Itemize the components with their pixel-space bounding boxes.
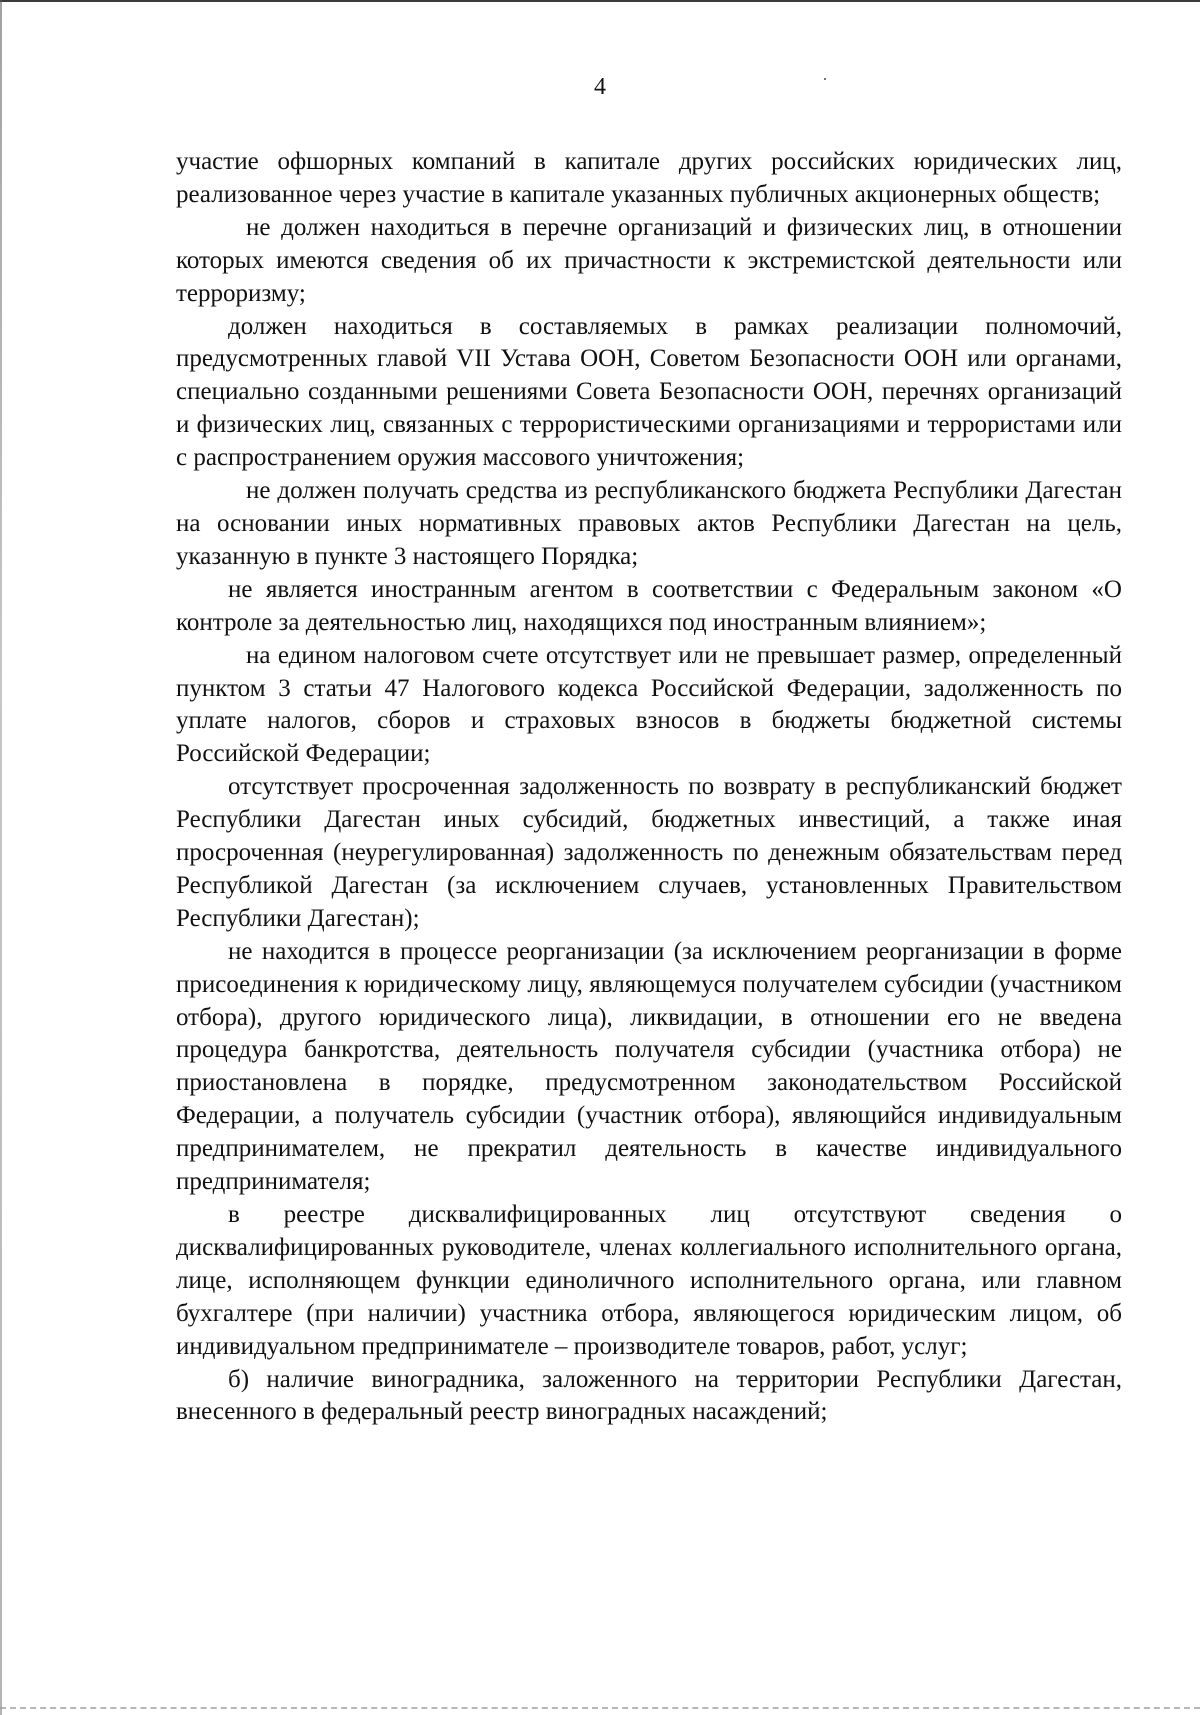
paragraph-un-security-council-list: должен находиться в составляемых в рамках реализации полномочий, предусмотренных главой VII Устава ООН, Советом Безопасности ООН или органами, специально созданными решениями Совета Безопасности ООН, перечнях организаций и физических лиц, связанных с террористическими организациями и террористами или с распространением оружия массового уничтожения; [176,312,1122,472]
paragraph-offshore-participation: участие офшорных компаний в капитале других российских юридических лиц, реализованное через участие в капитале указанных публичных акционерных обществ; [176,148,1122,208]
document-body [176,146,1122,1429]
scan-edge-left [0,0,2,1715]
page-number: 4 [594,74,606,100]
paragraph-disqualified-persons: в реестре дисквалифицированных лиц отсутствуют сведения о дисквалифицированных руководителе, членах коллегиального исполнительного органа, лице, исполняющем функции единоличного исполнительного органа, или главном бухгалтере (при наличии) участника отбора, являющегося юридическим лицом, об индивидуальном предпринимателе – производителе товаров, работ, услуг; [176,1201,1122,1360]
paragraph-vineyard: б) наличие виноградника, заложенного на территории Республики Дагестан, внесенного в федеральный реестр виноградных насаждений; [176,1365,1122,1426]
scan-edge-top [0,0,1200,2]
scan-edge-bottom [0,1707,1200,1709]
paragraph-budget-funds: не должен получать средства из республиканского бюджета Республики Дагестан на основании иных нормативных правовых актов Республики Дагестан на цель, указанную в пункте 3 настоящего Порядка; [176,477,1122,570]
paragraph-extremism-list: не должен находиться в перечне организаций и физических лиц, в отношении которых имеются сведения об их причастности к экстремистской деятельности или терроризму; [176,213,1122,307]
paragraph-overdue-debt: отсутствует просроченная задолженность по возврату в республиканский бюджет Республики Дагестан иных субсидий, бюджетных инвестиций, а также иная просроченная (неурегулированная) задолженность по денежным обязательствам перед Республикой Дагестан (за исключением случаев, установленных Правительством Республики Дагестан); [176,773,1122,932]
paragraph-reorganization: не находится в процессе реорганизации (за исключением реорганизации в форме присоединения к юридическому лицу, являющемуся получателем субсидии (участником отбора), другого юридического лица), ликвидации, в отношении его не введена процедура банкротства, деятельность получателя субсидии (участника отбора) не приостановлена в порядке, предусмотренном законодательством Российской Федерации, а получатель субсидии (участник отбора), являющийся индивидуальным предпринимателем, не прекратил деятельность в качестве индивидуального предпринимателя; [176,937,1122,1196]
paragraph-foreign-agent: не является иностранным агентом в соответствии с Федеральным законом «О контроле за деятельностью лиц, находящихся под иностранным влиянием»; [176,575,1122,636]
paragraph-tax-account: на едином налоговом счете отсутствует или не превышает размер, определенный пунктом 3 статьи 47 Налогового кодекса Российской Федерации, задолженность по уплате налогов, сборов и страховых взносов в бюджеты бюджетной системы Российской Федерации; [176,641,1122,768]
